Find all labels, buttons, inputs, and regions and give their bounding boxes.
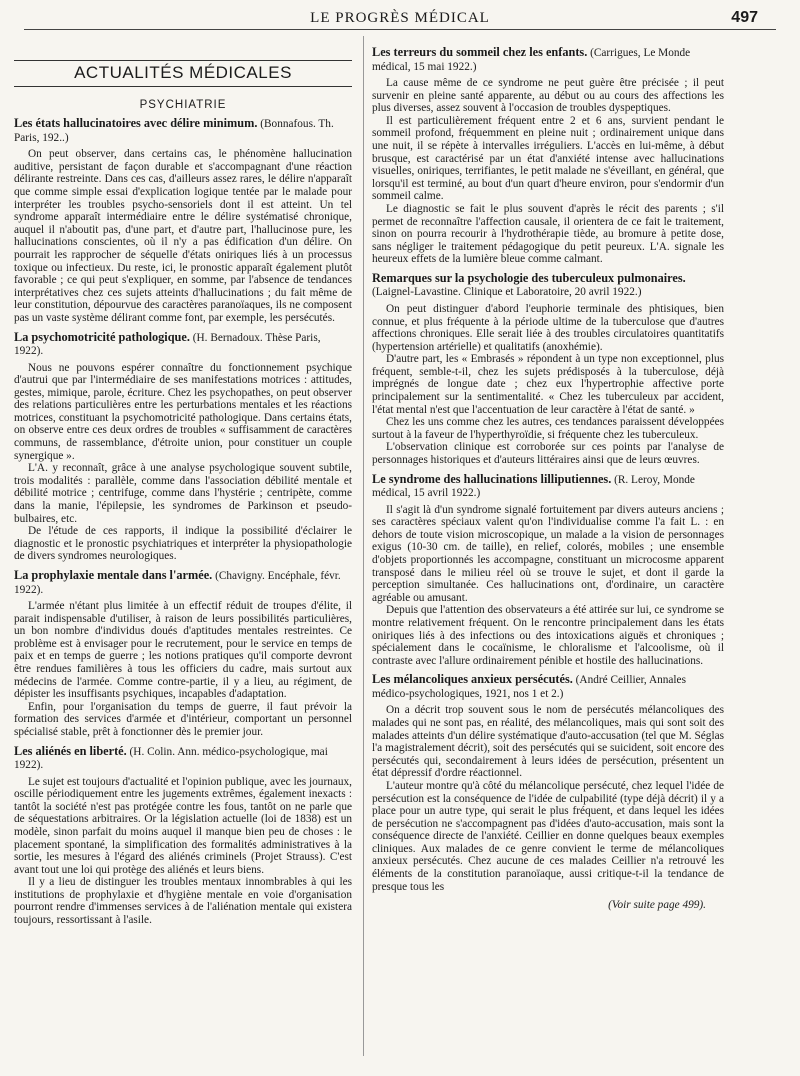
article-heading: [372, 272, 724, 300]
article-reference: (André Ceillier, Annales médico-psychologiques, 1921, nos 1 et 2.): [372, 674, 686, 700]
column-divider: [363, 36, 364, 1056]
article-heading: [14, 117, 352, 145]
right-articles: [372, 46, 724, 893]
article-title: La prophylaxie mentale dans l'armée.: [14, 568, 213, 582]
running-head: [0, 6, 800, 28]
article-heading: [14, 569, 352, 597]
article: [372, 673, 724, 893]
article-paragraph: Enfin, pour l'organisation du temps de guerre, il faut prévoir la formation des services d'armée et d'intérieur, comportant un personnel spécialisé stable, prêt à fonctionner dès le premier jour.: [14, 700, 352, 738]
article-reference: (H. Bernadoux. Thèse Paris, 1922).: [14, 331, 321, 357]
article-paragraph: Il est particulièrement fréquent entre 2 et 6 ans, survient pendant le sommeil profond, fréquemment en pleine nuit ; ordinairement unique dans une nuit, il se répète à intervalles irréguliers. L'accès en lui-même, à début brusque, est caractérisé par un état d'anxiété intense avec hallucinations visuelles, oniriques, terrifiantes, le petit malade ne s'éveillant, en général, que lorsqu'il est terminé, au bout d'un quart d'heure environ, pour s'endormir d'un sommeil calme.: [372, 114, 724, 203]
article-title: Les terreurs du sommeil chez les enfants.: [372, 45, 588, 59]
section-title: ACTUALITÉS MÉDICALES: [14, 60, 352, 87]
article-paragraph: On peut observer, dans certains cas, le phénomène hallucination auditive, persistant de façon durable et s'accompagnant d'une réaction délirante restreinte. Dans ces cas, d'ailleurs assez rares, le délire n'apparaît que comme simple essai d'explication logique tentée par le malade pour interpréter les troubles psycho-sensoriels dont il est atteint. Un tel syndrome apparaît intermédiaire entre le délire systématisé chronique, auquel il n'aboutit pas, d'une part, et d'autre part, l'hallucinose pure, les hallucinations conscientes, où il n'y a pas édification d'un délire. On pourrait les rapprocher de séquelle d'états oniriques liés à un processus toxique ou infectieux. Du reste, ici, le pronostic apparaît également plutôt favorable ; ce qui peut s'expliquer, en somme, par l'absence de tendances interprétatives chez ces sujets atteints d'hallucinations ; du fait même de leur constitution, dépourvue des caractères paranoïaques, ils ne composent pas un vaste système délirant comme font, par exemple, les persécutés.: [14, 148, 352, 324]
header-rule: [24, 29, 776, 30]
article-paragraph: De l'étude de ces rapports, il indique la possibilité d'éclairer le diagnostic et le pronostic psychiatriques et interpréter la physiopathologie de divers syndromes neurologiques.: [14, 525, 352, 563]
article-heading: [14, 331, 352, 359]
article-paragraph: L'auteur montre qu'à côté du mélancolique persécuté, chez lequel l'idée de persécution est la conséquence de l'idée de culpabilité (type déjà décrit) il y a place pour un autre type, qui serait le plus fréquent, et dans lequel les idées de persécution ne s'accompagnent pas d'idées d'auto-accusation, mais sont la conséquence directe de l'anxiété. Ceillier en donne quelques beaux exemples cliniques. Aux malades de ce genre convient le terme de mélancoliques anxieux persécutés. Chez aucune de ces malades Ceillier n'a retrouvé les éléments de la constitution paranoïaque, aussi critique-t-il la tendance de presque tous les: [372, 779, 724, 893]
article-paragraph: D'autre part, les « Embrasés » répondent à un type non exceptionnel, plus fréquent, semble-t-il, chez les sujets prédisposés à la tuberculose, déjà imprégnés de longue date ; chez eux l'hypertrophie affective porte principalement sur la sentimentalité. « Chez les tuberculeux par accident, l'état mental n'est que l'accentuation de leur caractère à l'état de santé. »: [372, 353, 724, 416]
article-paragraph: Chez les uns comme chez les autres, ces tendances paraissent développées surtout à la faveur de l'hyperthyroïdie, si fréquente chez les tuberculeux.: [372, 416, 724, 441]
article: [14, 117, 352, 324]
left-articles: [14, 117, 352, 926]
right-column: [372, 40, 724, 1070]
article-reference: (Chavigny. Encéphale, févr. 1922).: [14, 570, 341, 596]
article-title: Les états hallucinatoires avec délire minimum.: [14, 116, 258, 131]
article-paragraph: On a décrit trop souvent sous le nom de persécutés mélancoliques des malades qui ne sont pas, en réalité, des mélancoliques, mais qui sont soit des malades atteints d'un délire systématique d'auto-accusation (tel que M. Séglas l'a magistralement décrit), soit des persécutés qui se suicident, soit encore des persécutés qui, secondairement à leurs idées de persécution, présentent un état dépressif d'ordre réactionnel.: [372, 704, 724, 780]
article-title: Les aliénés en liberté.: [14, 743, 127, 758]
article: [372, 473, 724, 668]
article: [14, 569, 352, 739]
journal-title: LE PROGRÈS MÉDICAL: [310, 10, 490, 26]
article-heading: [372, 673, 724, 701]
article: [14, 745, 352, 927]
article-reference: (R. Leroy, Monde médical, 15 avril 1922.): [372, 473, 695, 500]
article-title: La psychomotricité pathologique.: [14, 329, 190, 344]
article-paragraph: La cause même de ce syndrome ne peut guère être précisée ; il peut survenir en pleine santé apparente, au début ou au cours des affections les plus diverses, assez souvent à l'occasion de troubles dyspeptiques.: [372, 77, 724, 115]
continued-note: (Voir suite page 499).: [608, 899, 706, 912]
article-paragraph: Il y a lieu de distinguer les troubles mentaux innombrables à qui les institutions de prophylaxie et d'hygiène mentale en voie d'organisation pourront rendre d'immenses services à de l'aliénation mentale qui existera toujours, ressortissant à l'asile.: [14, 876, 352, 927]
section-subtitle: PSYCHIATRIE: [139, 98, 227, 111]
article-heading: [14, 745, 352, 773]
article-paragraph: Le diagnostic se fait le plus souvent d'après le récit des parents ; s'il permet de reconnaître l'affection causale, il orientera de ce fait le traitement, sinon on pourra recourir à l'hydrothérapie tiède, au bromure à petite dose, sans négliger le traitement pédagogique du petit peureux. L'A. signale les heureux effets de la lumière bleue comme calmant.: [372, 202, 724, 266]
article-paragraph: Nous ne pouvons espérer connaître du fonctionnement psychique d'autrui que par l'intermédiaire de ses manifestations motrices : attitudes, gestes, mimique, parole, écriture. Chez les psychopathes, on peut observer des relations particulières entre les perturbations mentales et les réactions motrices, constituant la psychomotricité pathologique. Dans certains états, on observe entre ces deux ordres de troubles « suffisamment de caractères communs, de rassemblance, d'étroite union, pour constituer un couple synergique ».: [14, 361, 352, 462]
article-title: Le syndrome des hallucinations lilliputiennes.: [372, 471, 612, 486]
left-column: [14, 40, 352, 1070]
article-heading: [372, 46, 724, 74]
page-number: 497: [731, 9, 758, 26]
article-title: Les mélancoliques anxieux persécutés.: [372, 672, 573, 687]
article-paragraph: Le sujet est toujours d'actualité et l'opinion publique, avec les journaux, oscille périodiquement entre les jugements extrêmes, également inexacts : tantôt la société n'est pas protégée contre les fous, tantôt on ne parle que de séquestations arbitraires. Or la législation actuelle (loi de 1838) est un modèle, sinon parfait du moins auquel il manque bien peu de choses : le placement spontané, la simplification des formalités administratives à la sortie, les mesures à l'égard des aliénés criminels (Projet Strauss). C'est avant tout une loi qui protège des aliénés et leurs biens.: [14, 775, 352, 876]
article-reference: (Laignel-Lavastine. Clinique et Laboratoire, 20 avril 1922.): [372, 286, 642, 299]
article-reference: (H. Colin. Ann. médico-psychologique, mai 1922).: [14, 745, 328, 772]
article-paragraph: L'armée n'étant plus limitée à un effectif réduit de troupes d'élite, il parait indispensable d'utiliser, à raison de leurs possibilités particulières, un bon nombre d'individus doués d'aptitudes mentales restreintes. Ce problème est à envisager pour le recrutement, pour le service en temps de paix et en temps de guerre ; les notions pratiques qu'il comporte devront être rendues familières à tous les officiers du cadre, mais surtout aux médecins de l'armée. Comme contre-partie, il y a lieu, au régiment, de dépister les insuffisants psychiques, incapables d'adaptation.: [14, 600, 352, 701]
article: [372, 46, 724, 266]
article-paragraph: Il s'agit là d'un syndrome signalé fortuitement par divers auteurs anciens ; ses caractères spéciaux valent qu'on l'individualise comme l'a fait L. : en dehors de toute vision microscopique, un malade a la vision de personnages exigus (10-30 cm. de taille), en relief, colorés, mobiles ; une ensemble d'objets proportionnés les accompagne, constituant un microcosme apparent transposé dans le milieu réel où se trouve le sujet, et dont il garde la perception simultanée. Ces hallucinations ont, d'ordinaire, un caractère agréable ou amusant.: [372, 503, 724, 604]
article-paragraph: L'observation clinique est corroborée sur ces points par l'analyse de personnages historiques et d'auteurs littéraires ainsi que de leurs œuvres.: [372, 441, 724, 467]
article: [372, 272, 724, 467]
article-reference: (Bonnafous. Th. Paris, 192..): [14, 118, 334, 144]
article-paragraph: Depuis que l'attention des observateurs a été attirée sur lui, ce syndrome se montre relativement fréquent. On le rencontre principalement dans les états oniriques liés à des infections ou des intoxications aiguës et chroniques ; spécialement dans le cocaïnisme, le chloralisme et l'alcoolisme, où il contraste avec l'allure ordinairement pénible et hostile des hallucinations.: [372, 604, 724, 667]
article-reference: (Carrigues, Le Monde médical, 15 mai 1922.): [372, 47, 691, 73]
article: [14, 331, 352, 564]
article-heading: [372, 473, 724, 501]
article-title: Remarques sur la psychologie des tuberculeux pulmonaires.: [372, 270, 686, 285]
article-paragraph: L'A. y reconnaît, grâce à une analyse psychologique souvent subtile, trois modalités : parallèle, comme dans l'association débilité mentale et débilité motrice ; centrifuge, comme dans l'hystérie ; centripète, comme dans la manie, l'épilepsie, les syndromes de Parkinson et pseudo-bulbaires, etc.: [14, 462, 352, 525]
article-paragraph: On peut distinguer d'abord l'euphorie terminale des phtisiques, bien connue, et plus fréquente à la période ultime de la tuberculose que d'autres affections chroniques. Elle serait liée à des troubles circulatoires quantitatifs (hypertension artérielle) et qualitatifs (anoxhémie).: [372, 302, 724, 353]
